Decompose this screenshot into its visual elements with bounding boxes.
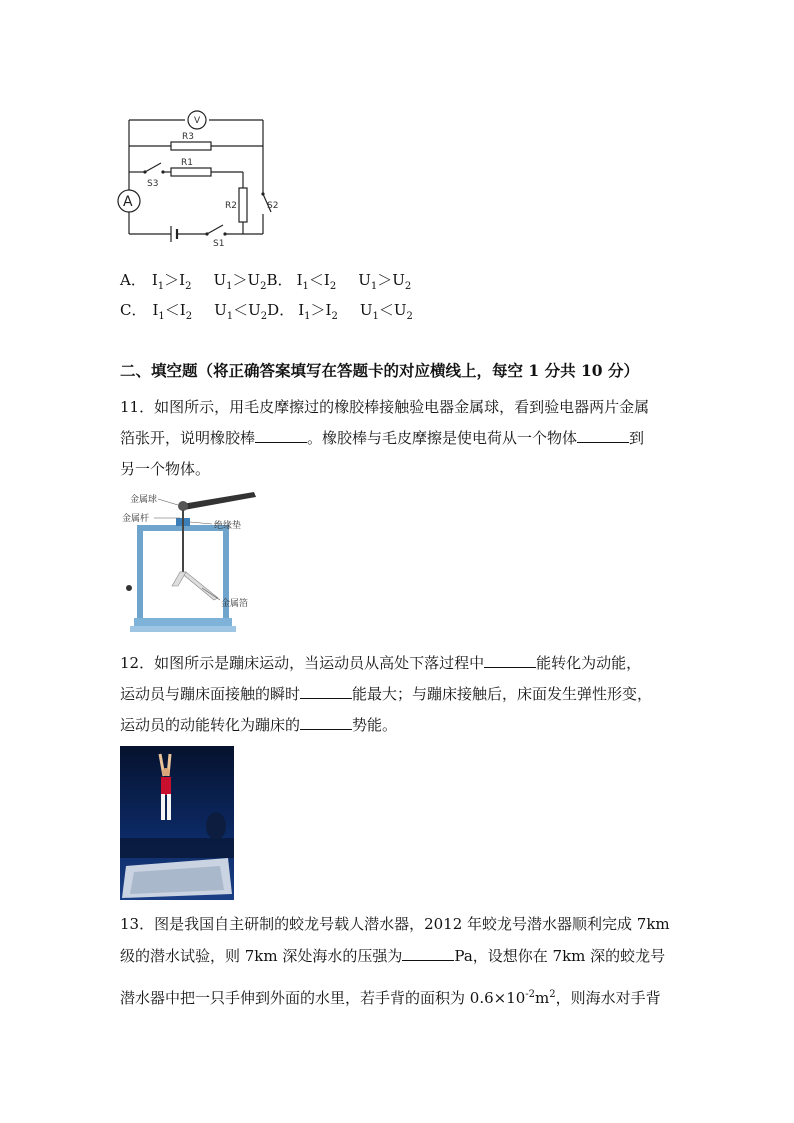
q13-line3: 潜水器中把一只手伸到外面的水里，若手背的面积为 $0.6\times 10^{-2}m^2$，则海水对手背 xyxy=(120,989,661,1007)
label-metal-rod: 金属杆 xyxy=(122,514,150,524)
q11-blank-2[interactable] xyxy=(577,428,629,443)
electroscope-figure xyxy=(120,488,260,636)
q10-options-row2: C． $I_1<I_2$ $U_1<U_2D$． $I_1>I_2$ $U_1<U_2$ xyxy=(120,301,413,322)
q11-line1: 11．如图所示，用毛皮摩擦过的橡胶棒接触验电器金属球，看到验电器两片金属 xyxy=(120,398,650,416)
ammeter-label: A xyxy=(123,194,133,210)
q11-line3: 另一个物体。 xyxy=(120,460,211,478)
q13-line1: 13．图是我国自主研制的蛟龙号载人潜水器，2012 年蛟龙号潜水器顺利完成 7km xyxy=(120,915,670,933)
q10-options-row1: A． $I_1>I_2$ $U_1>U_2B$． $I_1<I_2$ $U_1>U_2$ xyxy=(120,271,412,292)
s3-label: S3 xyxy=(147,179,159,189)
q13-blank-1[interactable] xyxy=(402,946,454,961)
section-heading: 二、填空题（将正确答案填写在答题卡的对应横线上，每空 1 分共 10 分） xyxy=(120,361,639,380)
label-metal-foil: 金属箔 xyxy=(221,599,249,609)
trampoline-photo xyxy=(120,746,234,900)
q12-line3: 运动员的动能转化为蹦床的 势能。 xyxy=(120,716,398,734)
voltmeter-label: V xyxy=(194,116,201,126)
circuit-diagram xyxy=(115,108,279,249)
label-metal-ball: 金属球 xyxy=(130,495,158,505)
r3-label: R3 xyxy=(182,132,194,142)
label-insulator: 绝缘垫 xyxy=(214,521,242,531)
q12-blank-3[interactable] xyxy=(300,715,352,730)
q11-blank-1[interactable] xyxy=(255,428,307,443)
q12-line1: 12．如图所示是蹦床运动，当运动员从高处下落过程中 能转化为动能， xyxy=(120,654,642,672)
q12-blank-2[interactable] xyxy=(300,684,352,699)
s1-label: S1 xyxy=(213,239,225,249)
q11-line2: 箔张开，说明橡胶棒 。橡胶棒与毛皮摩擦是使电荷从一个物体 到 xyxy=(120,429,645,447)
q12-blank-1[interactable] xyxy=(484,653,536,668)
r1-label: R1 xyxy=(181,158,193,168)
q13-line2: 级的潜水试验，则 7km 深处海水的压强为 Pa，设想你在 7km 深的蛟龙号 xyxy=(120,947,666,965)
r2-label: R2 xyxy=(225,201,237,211)
q12-line2: 运动员与蹦床面接触的瞬时 能最大；与蹦床接触后，床面发生弹性形变， xyxy=(120,685,653,703)
s2-label: S2 xyxy=(267,201,279,211)
